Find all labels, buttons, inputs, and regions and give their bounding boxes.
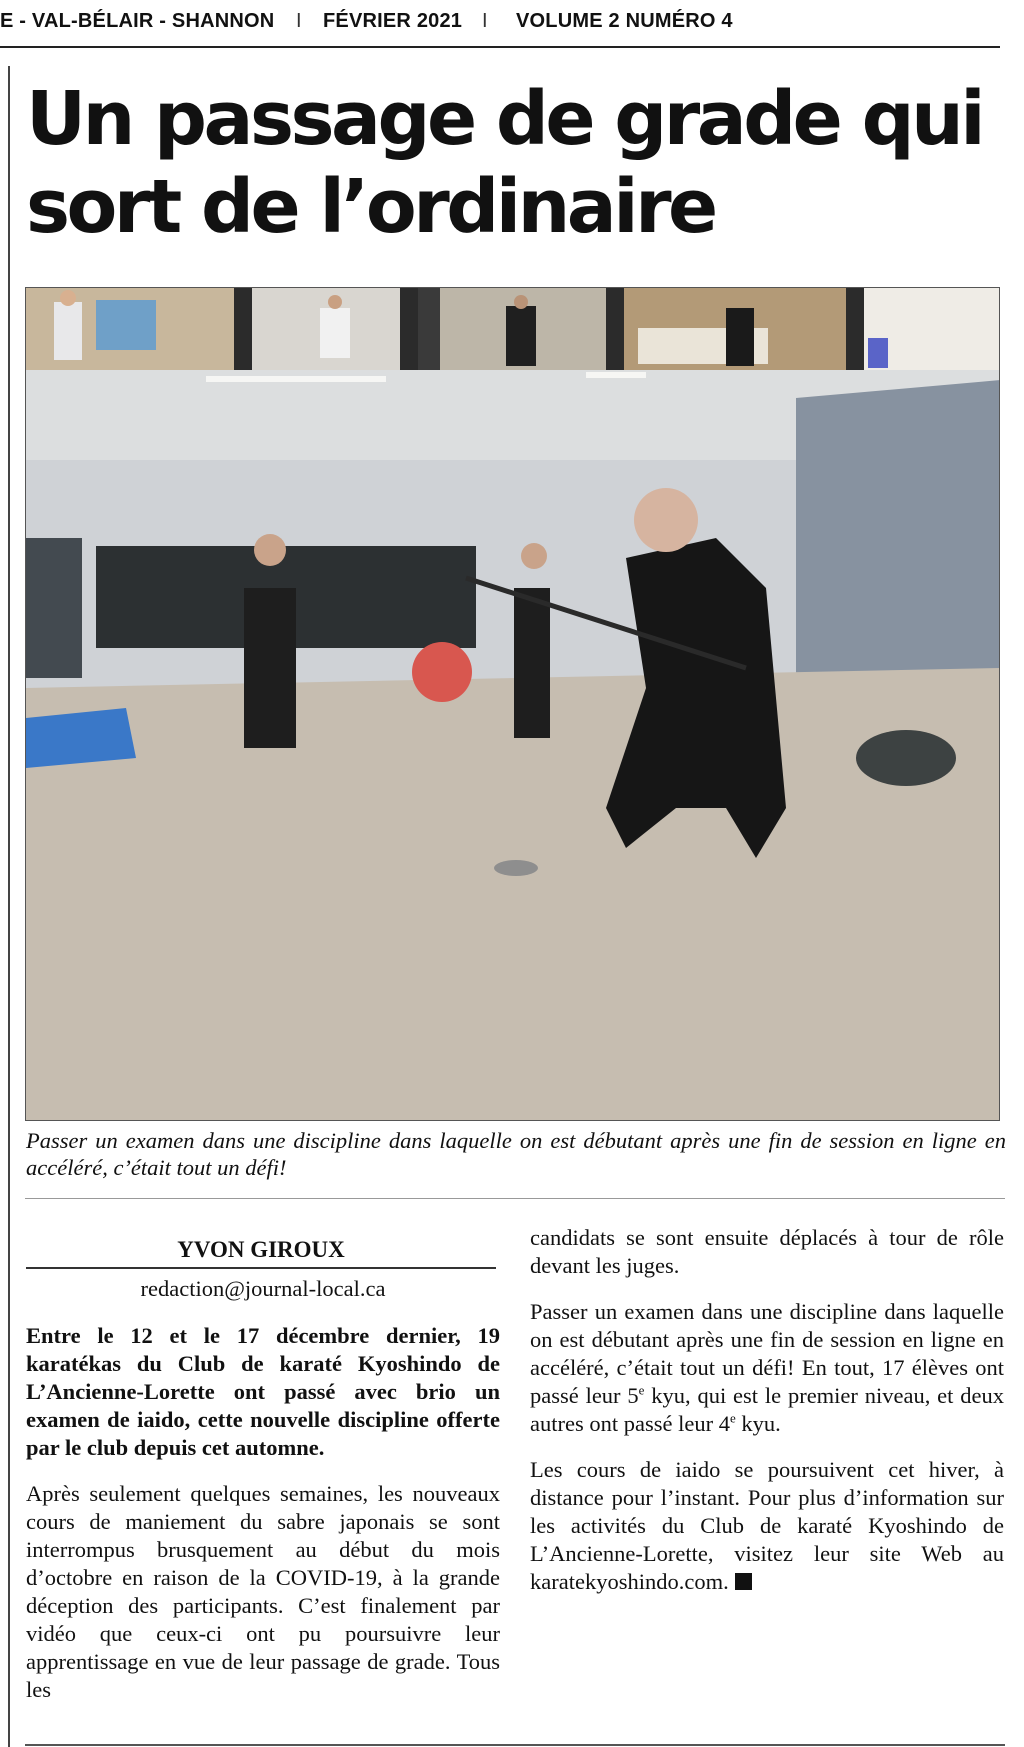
bottom-rule — [25, 1744, 1005, 1746]
article-paragraph-3 — [530, 1456, 1004, 1596]
article-paragraph-2 — [530, 1298, 1004, 1438]
author-email: redaction@journal-local.ca — [140, 1276, 386, 1301]
author-byline: YVON GIROUX — [26, 1235, 496, 1269]
article-photo — [25, 287, 1000, 1121]
column-rule — [8, 66, 10, 1747]
video-conference-karate-photo-icon — [26, 288, 1000, 1121]
article-lead: Entre le 12 et le 17 décembre dernier, 19 karatékas du Club de karaté Kyoshindo de L’Ancienne-Lorette ont passé avec brio un examen de iaido, cette nouvelle discipline offerte par le club depuis cet automne. — [26, 1323, 500, 1460]
article-paragraph-1-continued: candidats se sont ensuite déplacés à tour de rôle devant les juges. — [530, 1225, 1004, 1278]
ordinal-superscript: e — [638, 1382, 645, 1398]
article-column-right — [530, 1224, 1004, 1614]
issue-date: FÉVRIER 2021 — [323, 10, 463, 32]
header-separator: I — [482, 10, 488, 32]
article-headline: Un passage de grade qui sort de l’ordinaire — [26, 76, 983, 250]
article-column-left — [26, 1235, 500, 1722]
paragraph-2-text-b: kyu, qui est le premier niveau, et deux autres ont passé leur 4 — [530, 1383, 1004, 1436]
photo-caption: Passer un examen dans une discipline dans laquelle on est débutant après une fin de session en ligne en accéléré, c’était tout un défi! — [26, 1128, 1006, 1180]
end-of-article-square-icon — [735, 1573, 752, 1590]
caption-divider — [25, 1198, 1005, 1199]
paragraph-2-text-a: Passer un examen dans une discipline dans laquelle on est débutant après une fin de session en ligne en accéléré, c’était tout un défi! En tout, 17 élèves ont passé leur 5 — [530, 1299, 1004, 1408]
article-paragraph-1: Après seulement quelques semaines, les nouveaux cours de maniement du sabre japonais se sont interrompus brusquement au début du mois d’octobre en raison de la COVID-19, à la grande déception des participants. C’est finalement par vidéo que ceux-ci ont pu poursuivre leur apprentissage en vue de leur passage de grade. Tous les — [26, 1481, 500, 1702]
masthead-bar — [0, 0, 1000, 48]
ordinal-superscript: e — [729, 1410, 736, 1426]
issue-volume: VOLUME 2 NUMÉRO 4 — [516, 10, 733, 32]
header-separator: I — [296, 10, 302, 32]
paragraph-2-text-c: kyu. — [735, 1411, 781, 1436]
paragraph-3-text: Les cours de iaido se poursuivent cet hiver, à distance pour l’instant. Pour plus d’information sur les activités du Club de karaté Kyoshindo de L’Ancienne-Lorette, visitez leur site Web au karatekyoshindo.com. — [530, 1457, 1004, 1594]
publication-name: E - VAL-BÉLAIR - SHANNON — [0, 10, 275, 32]
